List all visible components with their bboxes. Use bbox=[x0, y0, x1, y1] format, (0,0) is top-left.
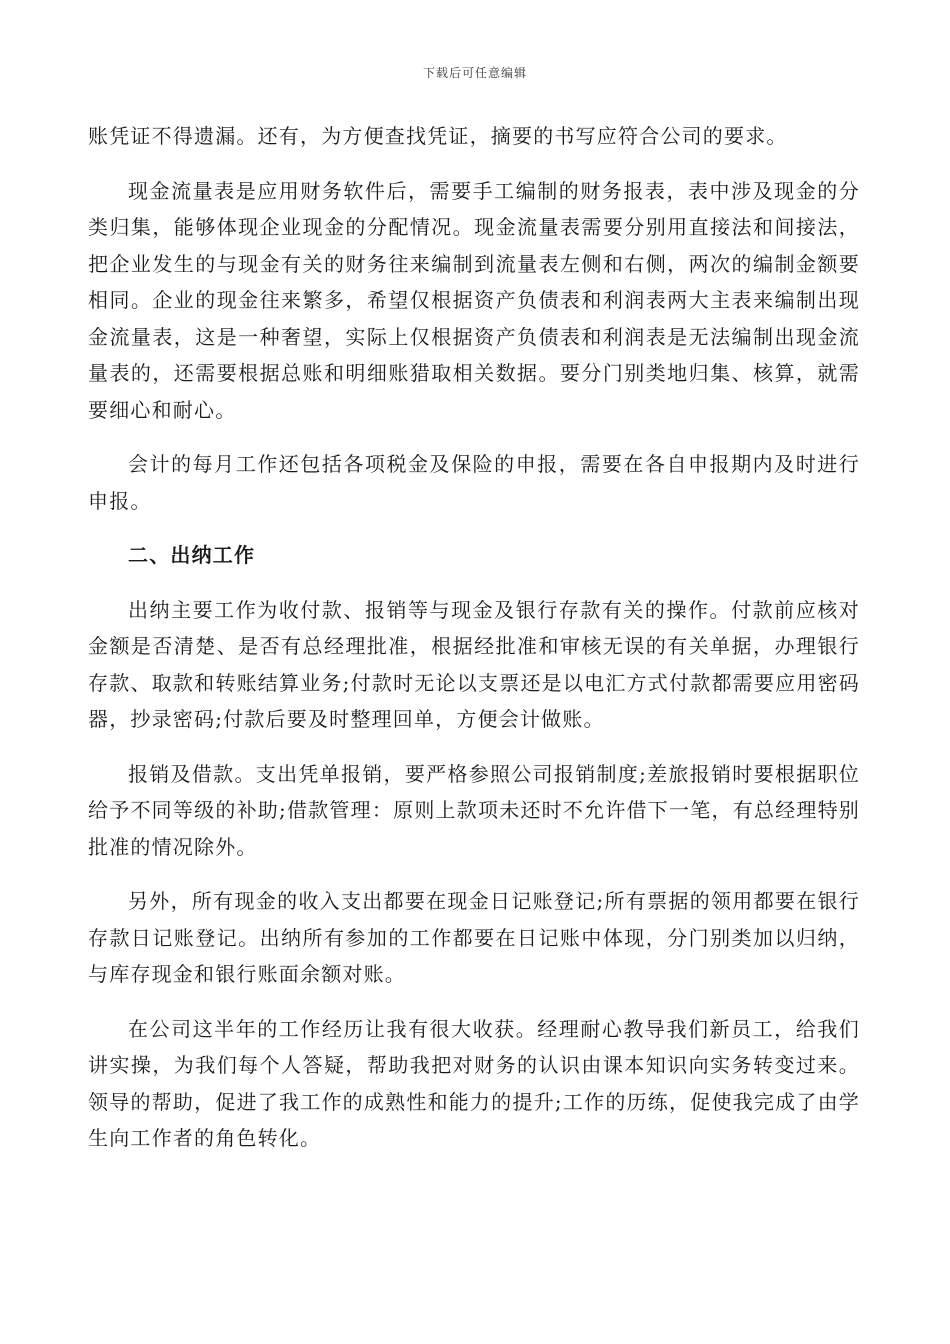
paragraph-reimbursement: 报销及借款。支出凭单报销，要严格参照公司报销制度;差旅报销时要根据职位给予不同等级的补助;借款管理：原则上款项未还时不允许借下一笔，有总经理特别批准的情况除外。 bbox=[88, 761, 860, 859]
section-heading-cashier: 二、出纳工作 bbox=[128, 543, 256, 567]
paragraph-continuation: 账凭证不得遗漏。还有，为方便查找凭证，摘要的书写应符合公司的要求。 bbox=[88, 124, 788, 148]
paragraph-tax-declaration: 会计的每月工作还包括各项税金及保险的申报，需要在各自申报期内及时进行申报。 bbox=[88, 452, 860, 513]
page-header-note: 下载后可任意编辑 bbox=[422, 66, 527, 80]
paragraph-reflection: 在公司这半年的工作经历让我有很大收获。经理耐心教导我们新员工，给我们讲实操，为我们每个人答疑，帮助我把对财务的认识由课本知识向实务转变过来。领导的帮助，促进了我工作的成熟性和能力的提升;工作的历练，促使我完成了由学生向工作者的角色转化。 bbox=[88, 1016, 860, 1150]
document-body bbox=[88, 118, 860, 1175]
paragraph-cashier-duties: 出纳主要工作为收付款、报销等与现金及银行存款有关的操作。付款前应核对金额是否清楚、是否有总经理批准，根据经批准和审核无误的有关单据，办理银行存款、取款和转账结算业务;付款时无论以支票还是以电汇方式付款都需要应用密码器，抄录密码;付款后要及时整理回单，方便会计做账。 bbox=[88, 597, 860, 731]
paragraph-cash-flow-statement: 现金流量表是应用财务软件后，需要手工编制的财务报表，表中涉及现金的分类归集，能够体现企业现金的分配情况。现金流量表需要分别用直接法和间接法，把企业发生的与现金有关的财务往来编制到流量表左侧和右侧，两次的编制金额要相同。企业的现金往来繁多，希望仅根据资产负债表和利润表两大主表来编制出现金流量表，这是一种奢望，实际上仅根据资产负债表和利润表是无法编制出现金流量表的，还需要根据总账和明细账猎取相关数据。要分门别类地归集、核算，就需要细心和耐心。 bbox=[88, 178, 860, 422]
paragraph-journal-records: 另外，所有现金的收入支出都要在现金日记账登记;所有票据的领用都要在银行存款日记账登记。出纳所有参加的工作都要在日记账中体现，分门别类加以归纳，与库存现金和银行账面余额对账。 bbox=[88, 889, 860, 986]
